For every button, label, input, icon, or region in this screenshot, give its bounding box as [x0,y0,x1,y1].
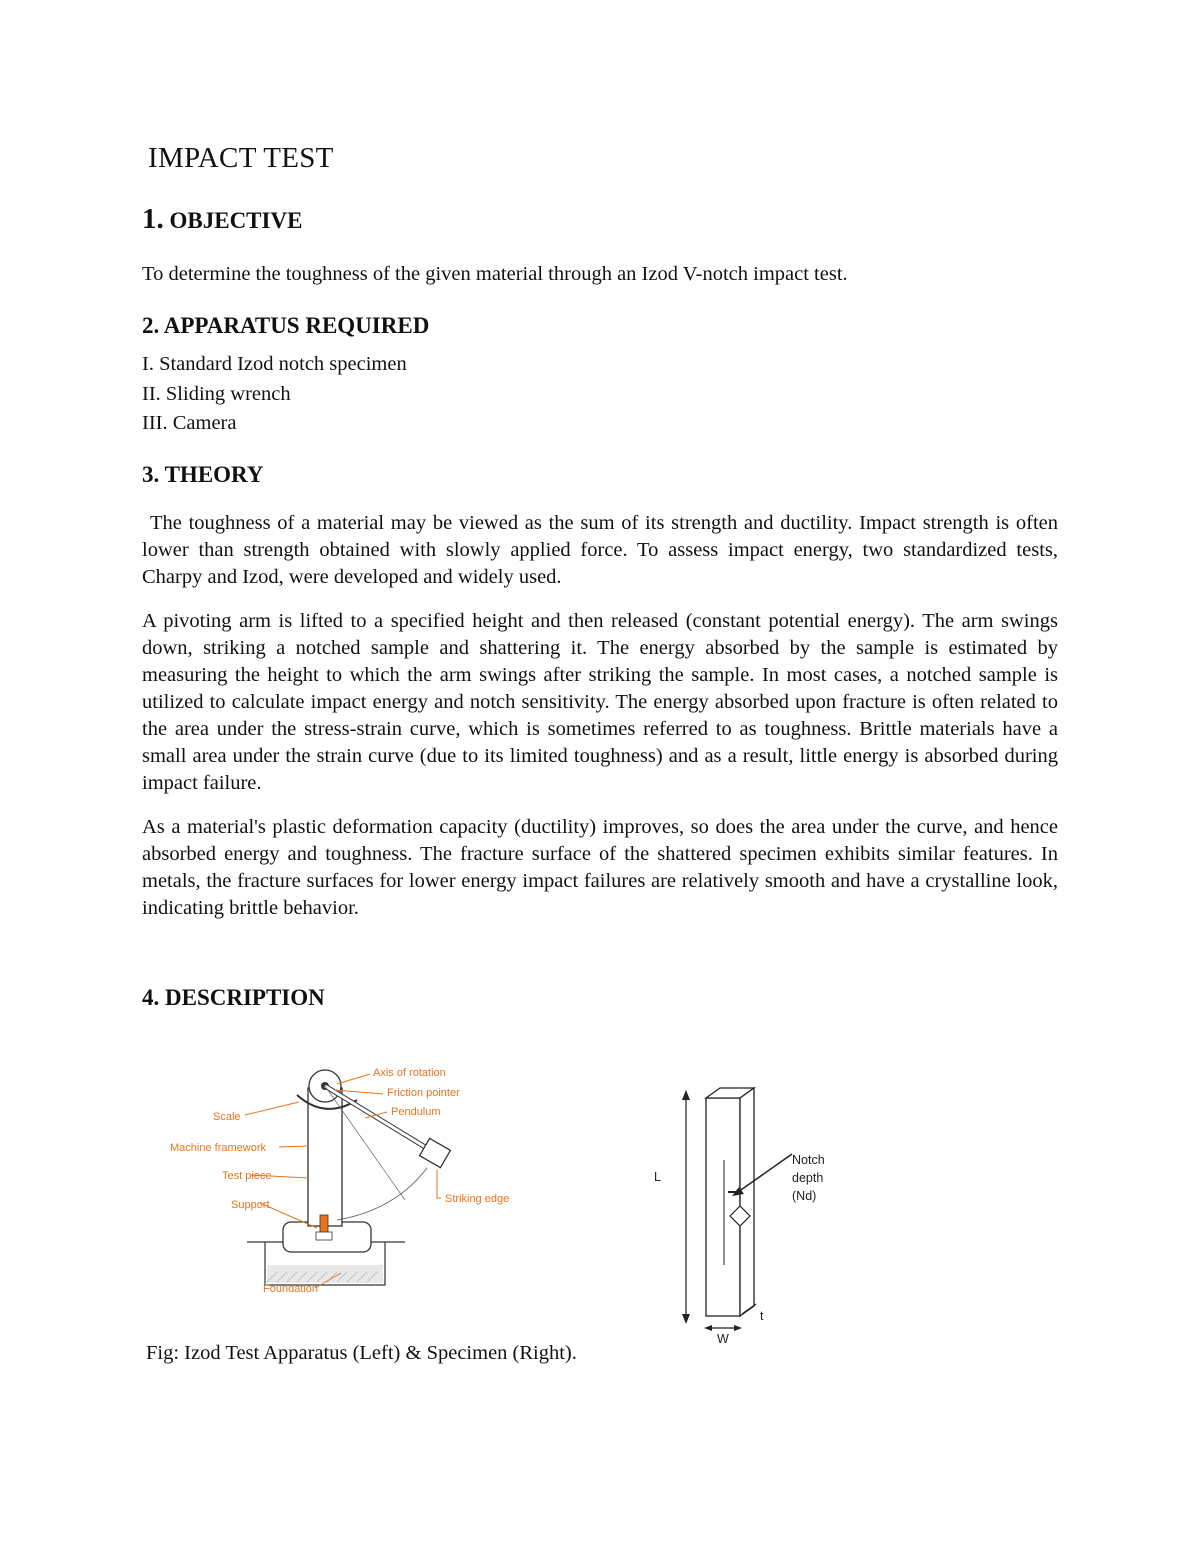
apparatus-list [142,350,407,439]
description-heading: 4. DESCRIPTION [142,985,325,1010]
swing-arc [337,1168,427,1220]
label-nd: (Nd) [792,1189,817,1203]
label-width: W [717,1332,729,1345]
label-scale: Scale [213,1111,241,1123]
objective-number: 1. [142,203,164,235]
page-title: IMPACT TEST [148,142,334,174]
pendulum-head [420,1138,451,1167]
label-machine-framework: Machine framework [170,1142,266,1154]
width-arrow-left [704,1325,712,1331]
label-support: Support [231,1199,270,1211]
specimen-side-face [740,1088,754,1316]
label-friction-pointer: Friction pointer [387,1087,460,1099]
length-arrow-top [682,1090,690,1100]
apparatus-item: I. Standard Izod notch specimen [142,353,407,375]
objective-text: To determine the toughness of the given material through an Izod V-notch impact test. [142,263,848,285]
apparatus-item: II. Sliding wrench [142,382,291,405]
support-vise [316,1232,332,1240]
apparatus-heading: 2. APPARATUS REQUIRED [142,313,430,338]
theory-paragraph-3: As a material's plastic deformation capacity (ductility) improves, so does the area under the curve, and hence absorbed energy and toughness. The fracture surface of the shattered specimen exhibits similar features. In metals, the fracture surfaces for lower energy impact failures are relatively smooth and have a crystalline look, indicating brittle behavior. [142,816,1058,919]
label-test-piece: Test piece [222,1170,272,1182]
theory-heading: 3. THEORY [142,462,264,487]
theory-paragraph-1: The toughness of a material may be viewed as the sum of its strength and ductility. Impact strength is often lower than strength obtained with slowly applied force. To assess impact energy, two standardized tests, Charpy and Izod, were developed and widely used. [142,512,1058,588]
label-notch: Notch [792,1153,825,1167]
figure-caption: Fig: Izod Test Apparatus (Left) & Specimen (Right). [146,1342,577,1364]
label-striking-edge: Striking edge [445,1193,510,1205]
label-thickness: t [760,1309,764,1323]
width-arrow-right [734,1325,742,1331]
label-foundation: Foundation [263,1283,319,1295]
label-length: L [654,1170,661,1184]
theory-paragraph-2: A pivoting arm is lifted to a specified height and then released (constant potential energy). The arm swings down, striking a notched sample and shattering it. The energy absorbed by the sample is estimated by measuring the height to which the arm swings after striking the sample. In most cases, a notched sample is utilized to calculate impact energy and notch sensitivity. The energy absorbed upon fracture is often related to the area under the stress-strain curve, which is sometimes referred to as toughness. Brittle materials have a small area under the strain curve (due to its limited toughness) and as a result, little energy is absorbed during impact failure. [142,610,1058,794]
objective-heading-text: OBJECTIVE [169,208,303,233]
length-arrow-bottom [682,1314,690,1324]
specimen-front-face [706,1098,740,1316]
label-axis-of-rotation: Axis of rotation [373,1067,446,1079]
foundation-block [267,1265,383,1283]
label-pendulum: Pendulum [391,1106,441,1118]
objective-heading [142,203,302,236]
izod-apparatus-diagram [165,1060,545,1300]
izod-specimen-diagram [620,1010,840,1345]
apparatus-item: III. Camera [142,412,237,434]
label-depth: depth [792,1171,824,1185]
